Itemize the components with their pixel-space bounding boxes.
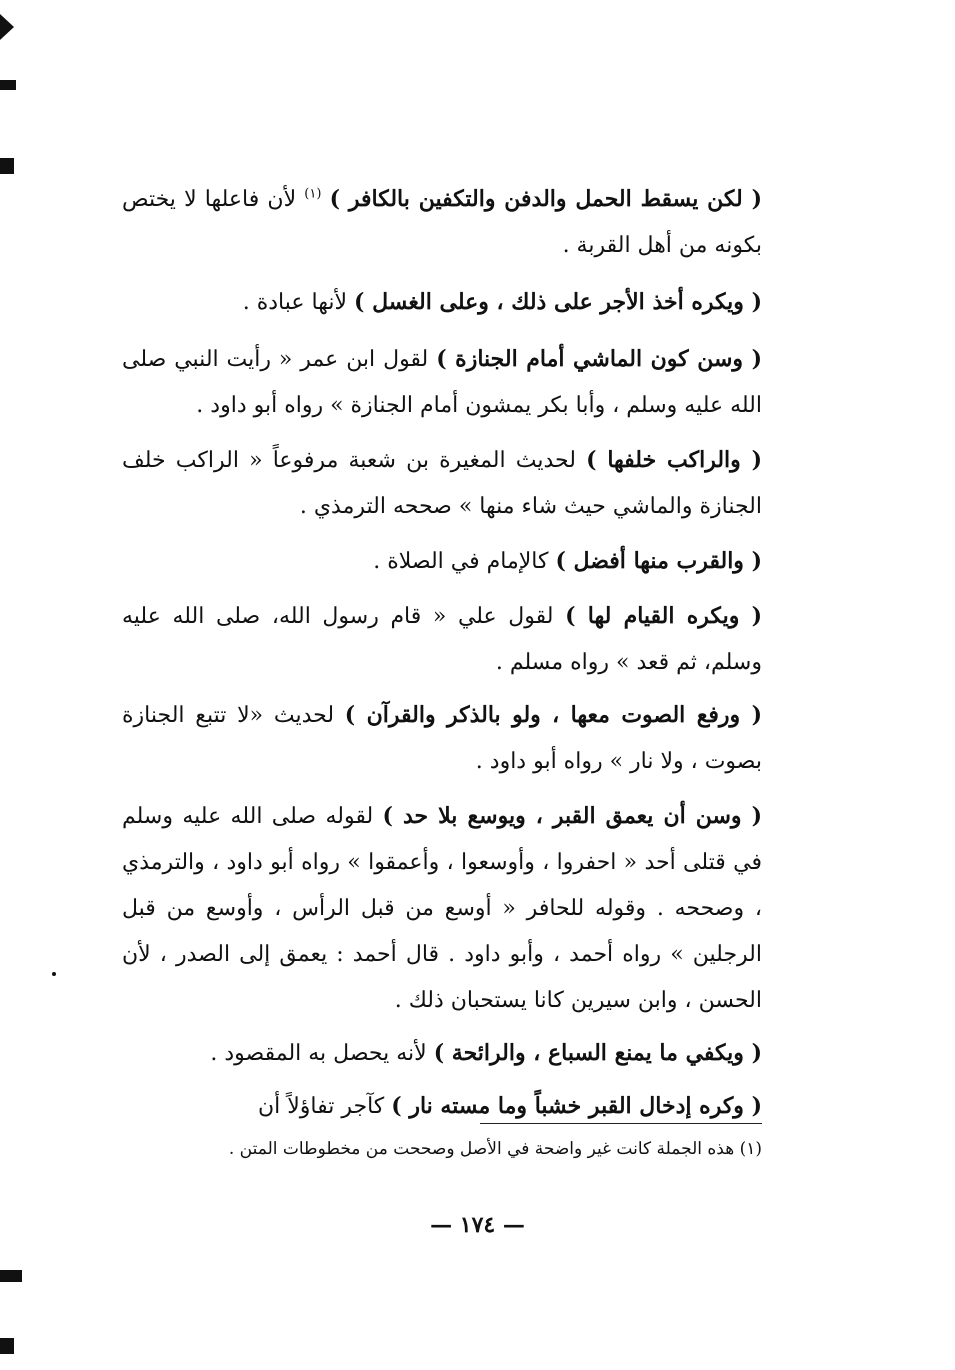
commentary-text: لأنها عبادة . xyxy=(242,290,348,315)
scan-mark xyxy=(0,158,14,174)
matn-text: ( ويكره أخذ الأجر على ذلك ، وعلى الغسل ) xyxy=(354,289,762,315)
paragraph xyxy=(122,279,762,326)
matn-text: ( ويكفي ما يمنع السباع ، والرائحة ) xyxy=(433,1040,762,1066)
commentary-text: لقول علي « قام رسول الله، صلى الله عليه وسلم، ثم قعد » رواه مسلم . xyxy=(122,604,762,675)
commentary-text: لقول ابن عمر « رأيت النبي صلى الله عليه وسلم ، وأبا بكر يمشون أمام الجنازة » رواه أبو داود . xyxy=(122,347,762,418)
paragraph xyxy=(122,176,762,269)
matn-text: ( والقرب منها أفضل ) xyxy=(555,548,762,574)
footnote: (١) هذه الجملة كانت غير واضحة في الأصل وصححت من مخطوطات المتن . xyxy=(228,1139,762,1159)
matn-text: ( وكره إدخال القبر خشباً وما مسته نار ) xyxy=(391,1093,762,1119)
footnote-marker: (١) xyxy=(304,186,322,202)
scan-mark xyxy=(0,14,14,40)
paragraph xyxy=(122,593,762,686)
footnote-separator xyxy=(480,1123,762,1124)
paragraph xyxy=(122,437,762,530)
scan-mark xyxy=(0,1270,22,1282)
page-number: — ١٧٤ — xyxy=(430,1212,525,1238)
matn-text: ( والراكب خلفها ) xyxy=(586,447,763,473)
scan-mark xyxy=(0,80,16,90)
paragraph xyxy=(122,793,762,1024)
commentary-text: لحديث «لا تتبع الجنازة بصوت ، ولا نار » رواه أبو داود . xyxy=(122,703,762,774)
main-text xyxy=(122,176,762,1130)
matn-text: ( لكن يسقط الحمل والدفن والتكفين بالكافر ) xyxy=(329,186,762,212)
commentary-text: لحديث المغيرة بن شعبة مرفوعاً « الراكب خلف الجنازة والماشي حيث شاء منها » صححه الترمذي . xyxy=(122,448,762,519)
commentary-text: لقوله صلى الله عليه وسلم في قتلى أحد « احفروا ، وأوسعوا ، وأعمقوا » رواه أبو داود ، والترمذي ، وصححه . وقوله للحافر « أوسع من قبل الرأس ، وأوسع من قبل الرجلين » رواه أحمد ، وأبو داود . قال أحمد : يعمق إلى الصدر ، لأن الحسن ، وابن سيرين كانا يستحبان ذلك . xyxy=(122,804,762,1013)
paragraph xyxy=(122,336,762,429)
matn-text: ( وسن كون الماشي أمام الجنازة ) xyxy=(436,346,763,372)
commentary-text: لأن فاعلها لا يختص بكونه من أهل القربة . xyxy=(122,187,762,258)
scan-mark xyxy=(52,972,56,976)
commentary-text: لأنه يحصل به المقصود . xyxy=(210,1041,427,1066)
paragraph xyxy=(122,538,762,585)
matn-text: ( ويكره القيام لها ) xyxy=(565,603,762,629)
matn-text: ( ورفع الصوت معها ، ولو بالذكر والقرآن ) xyxy=(344,702,762,728)
scan-mark xyxy=(0,1338,14,1354)
commentary-text: كآجر تفاؤلاً أن xyxy=(257,1094,385,1119)
paragraph xyxy=(122,692,762,785)
matn-text: ( وسن أن يعمق القبر ، ويوسع بلا حد ) xyxy=(382,803,762,829)
commentary-text: كالإمام في الصلاة . xyxy=(373,549,549,574)
paragraph xyxy=(122,1030,762,1077)
